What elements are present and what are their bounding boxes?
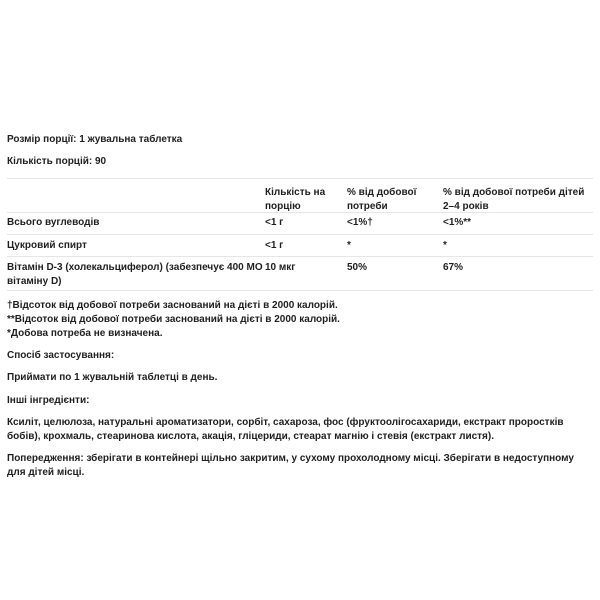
ingredients-text: Ксиліт, целюлоза, натуральні ароматизатори, сорбіт, сахароза, фос (фруктоолігосахариди, екстракт проростків бобів), крохмаль, стеаринова кислота, акація, гліцериди, стеарат магнію і стевія (екстракт листя). bbox=[7, 417, 564, 442]
footnotes bbox=[7, 299, 593, 341]
header-daily-value-children: % від добової потреби дітей 2–4 років bbox=[443, 187, 585, 212]
nutrient-daily-value: * bbox=[347, 240, 351, 251]
nutrient-name: Вітамін D-3 (холекальциферол) (забезпечує 400 МО вітаміну D) bbox=[7, 262, 263, 287]
nutrient-amount: 10 мкг bbox=[265, 262, 296, 273]
nutrient-amount: <1 г bbox=[265, 240, 284, 251]
usage-heading: Спосіб застосування: bbox=[7, 350, 115, 361]
table-row bbox=[7, 257, 593, 291]
usage-text: Приймати по 1 жувальній таблетці в день. bbox=[7, 372, 218, 383]
nutrient-amount: <1 г bbox=[265, 217, 284, 228]
table-row bbox=[7, 213, 593, 235]
ingredients-heading: Інші інгредієнти: bbox=[7, 395, 90, 406]
supplement-facts-table bbox=[7, 178, 593, 291]
table-header-row bbox=[7, 179, 593, 213]
header-nutrient bbox=[7, 186, 265, 212]
warning-text: Попередження: зберігати в контейнері щільно закритим, у сухому прохолодному місці. Зберігати в недоступному для дітей місці. bbox=[7, 453, 574, 478]
footnote-asterisk: *Добова потреба не визначена. bbox=[7, 328, 163, 339]
nutrient-name: Цукровий спирт bbox=[7, 240, 87, 251]
footnote-dagger: †Відсоток від добової потреби заснований на дієті в 2000 калорій. bbox=[7, 300, 338, 311]
header-daily-value: % від добової потреби bbox=[347, 187, 417, 212]
header-amount: Кількість на порцію bbox=[265, 187, 326, 212]
nutrient-daily-value: 50% bbox=[347, 262, 368, 273]
supplement-facts-content bbox=[7, 133, 593, 480]
footnote-double-asterisk: **Відсоток від добової потреби заснований на дієті в 2000 калорій. bbox=[7, 314, 340, 325]
nutrient-daily-value-children: <1%** bbox=[443, 217, 472, 228]
nutrient-name: Всього вуглеводів bbox=[7, 217, 100, 228]
serving-size: Розмір порції: 1 жувальна таблетка bbox=[7, 134, 183, 145]
servings-count: Кількість порцій: 90 bbox=[7, 156, 107, 167]
nutrient-daily-value-children: 67% bbox=[443, 262, 464, 273]
nutrient-daily-value: <1%† bbox=[347, 217, 373, 228]
table-row bbox=[7, 235, 593, 257]
nutrient-daily-value-children: * bbox=[443, 240, 447, 251]
